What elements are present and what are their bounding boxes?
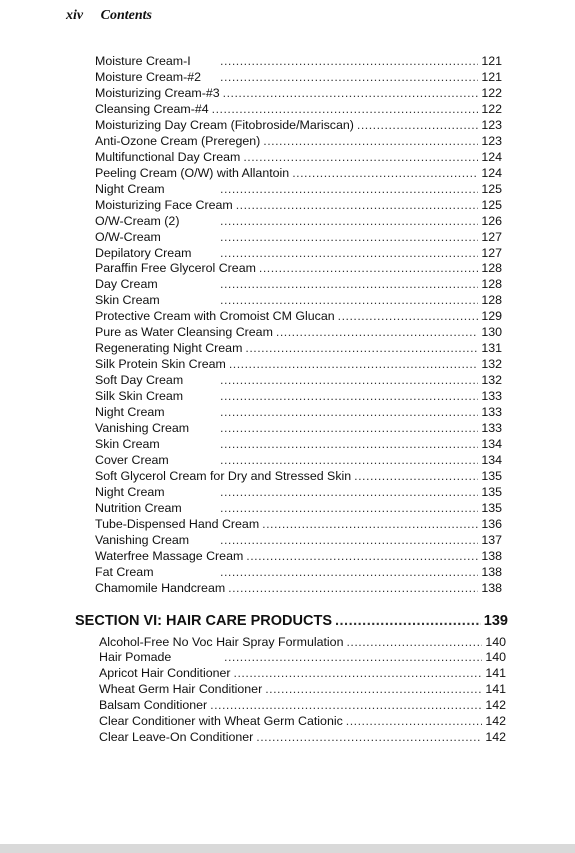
toc-entry xyxy=(95,389,502,404)
dot-leader xyxy=(220,54,478,69)
header-page-number: xiv xyxy=(66,8,84,23)
dot-leader xyxy=(234,666,483,681)
toc-entry xyxy=(99,650,506,665)
section-page-number: 139 xyxy=(483,613,508,629)
dot-leader xyxy=(229,357,478,372)
dot-leader xyxy=(224,650,482,665)
toc-entry-title: Alcohol-Free No Voc Hair Spray Formulation xyxy=(99,634,344,649)
toc-entry-title: O/W-Cream xyxy=(95,229,161,244)
toc-entry-page: 123 xyxy=(481,133,502,148)
toc-entry-title: Moisturizing Face Cream xyxy=(95,197,233,212)
header-title: Contents xyxy=(100,8,152,23)
toc-entry xyxy=(95,453,502,468)
toc-entry-title: Tube-Dispensed Hand Cream xyxy=(95,516,260,531)
toc-entry xyxy=(95,293,502,308)
toc-entry xyxy=(95,198,502,213)
toc-entry-title: Multifunctional Day Cream xyxy=(95,149,241,164)
toc-entry-page: 138 xyxy=(481,548,502,563)
dot-leader xyxy=(220,405,478,420)
toc-entry-title: Vanishing Cream xyxy=(95,532,190,547)
dot-leader xyxy=(220,70,478,85)
dot-leader xyxy=(338,309,479,324)
toc-entry xyxy=(95,373,502,388)
toc-entry-title: Wheat Germ Hair Conditioner xyxy=(99,682,263,697)
toc-entry-title: Balsam Conditioner xyxy=(99,698,208,713)
toc-entry xyxy=(95,70,502,85)
dot-leader xyxy=(220,277,478,292)
toc-entry-title: Moisturizing Cream-#3 xyxy=(95,85,220,100)
dot-leader xyxy=(220,437,478,452)
dot-leader xyxy=(265,682,482,697)
toc-entry-title: Fat Cream xyxy=(95,564,154,579)
toc-entry-title: Soft Day Cream xyxy=(95,373,184,388)
dot-leader xyxy=(346,635,482,650)
toc-entry xyxy=(95,501,502,516)
toc-entry-page: 136 xyxy=(481,516,502,531)
dot-leader xyxy=(220,246,478,261)
toc-entry-title: Cover Cream xyxy=(95,453,169,467)
toc-entry-title: Clear Conditioner with Wheat Germ Cationic xyxy=(99,714,343,729)
toc-entry xyxy=(95,102,502,117)
toc-entry-page: 142 xyxy=(485,730,506,745)
dot-leader xyxy=(220,230,478,245)
toc-entry-page: 135 xyxy=(481,500,502,515)
toc-entry xyxy=(95,533,502,548)
toc-entry xyxy=(95,246,502,261)
toc-entry-page: 129 xyxy=(481,309,502,324)
toc-entry xyxy=(95,341,502,356)
toc-entry-title: Moisturizing Day Cream (Fitobroside/Mariscan) xyxy=(95,117,354,132)
toc-entry xyxy=(95,182,502,197)
toc-entry-page: 132 xyxy=(481,373,502,388)
dot-leader xyxy=(346,714,483,729)
toc-entry xyxy=(95,230,502,245)
toc-entry xyxy=(95,150,502,165)
toc-entry-title: Night Cream xyxy=(95,484,165,499)
toc-entry-page: 125 xyxy=(481,181,502,196)
toc-entry-page: 125 xyxy=(481,197,502,212)
dot-leader xyxy=(263,134,478,149)
toc-entry-title: O/W-Cream (2) xyxy=(95,213,180,228)
toc-entry-page: 134 xyxy=(481,453,502,467)
dot-leader xyxy=(220,293,478,308)
toc-entry-page: 124 xyxy=(481,149,502,164)
toc-entry-title: Protective Cream with Cromoist CM Glucan xyxy=(95,309,335,324)
toc-entry xyxy=(95,309,502,324)
dot-leader xyxy=(212,102,479,117)
toc-entry-page: 138 xyxy=(481,580,502,595)
toc-entry xyxy=(95,405,502,420)
toc-entry-title: Moisture Cream-I xyxy=(95,54,191,68)
toc-entry xyxy=(95,86,502,101)
toc-entry-title: Waterfree Massage Cream xyxy=(95,548,244,563)
toc-entry-page: 132 xyxy=(481,357,502,372)
toc-entry-page: 122 xyxy=(481,101,502,116)
toc-entry-page: 133 xyxy=(481,421,502,436)
toc-entry-title: Peeling Cream (O/W) with Allantoin xyxy=(95,165,290,180)
toc-entry xyxy=(95,421,502,436)
toc-entry-title: Moisture Cream-#2 xyxy=(95,69,202,84)
dot-leader xyxy=(220,565,478,580)
dot-leader xyxy=(220,421,478,436)
toc-entry-title: Vanishing Cream xyxy=(95,421,190,436)
toc-entry-page: 142 xyxy=(485,714,506,729)
toc-entry xyxy=(99,682,506,697)
page-bottom-edge xyxy=(0,844,575,853)
dot-leader xyxy=(243,150,478,165)
toc-entry-title: Hair Pomade xyxy=(99,650,172,665)
toc-entry-title: Cleansing Cream-#4 xyxy=(95,101,209,116)
toc-entry xyxy=(95,54,502,69)
toc-entry-title: Chamomile Handcream xyxy=(95,580,226,595)
toc-entry-page: 140 xyxy=(485,634,506,649)
toc-entry-title: Skin Cream xyxy=(95,293,160,308)
dot-leader xyxy=(276,325,478,340)
toc-entry xyxy=(99,730,506,745)
toc-entry-title: Night Cream xyxy=(95,405,165,420)
toc-entry xyxy=(99,698,506,713)
toc-entry-page: 142 xyxy=(485,698,506,713)
toc-entry-page: 127 xyxy=(481,229,502,244)
toc-entry-title: Paraffin Free Glycerol Cream xyxy=(95,261,256,276)
toc-entry-page: 133 xyxy=(481,405,502,420)
toc-entry-page: 122 xyxy=(481,85,502,100)
dot-leader xyxy=(259,261,478,276)
dot-leader xyxy=(354,469,478,484)
toc-entry-title: Soft Glycerol Cream for Dry and Stressed Skin xyxy=(95,468,352,483)
toc-entry xyxy=(95,357,502,372)
toc-entry-title: Pure as Water Cleansing Cream xyxy=(95,325,273,340)
dot-leader xyxy=(220,485,478,500)
toc-entry xyxy=(95,277,502,292)
toc-entry-title: Night Cream xyxy=(95,181,165,196)
dot-leader xyxy=(223,86,479,101)
dot-leader xyxy=(220,501,478,516)
toc-entry xyxy=(95,166,502,181)
toc-entry-page: 137 xyxy=(481,532,502,547)
toc-entry-page: 128 xyxy=(481,293,502,308)
toc-entry xyxy=(99,714,506,729)
dot-leader xyxy=(256,730,482,745)
toc-entry-title: Nutrition Cream xyxy=(95,500,182,515)
toc-entry-page: 133 xyxy=(481,389,502,404)
dot-leader xyxy=(228,581,478,596)
toc-entry xyxy=(99,635,506,650)
toc-entry xyxy=(95,325,502,340)
toc-entry-page: 135 xyxy=(481,468,502,483)
toc-entry xyxy=(95,517,502,532)
toc-entry xyxy=(95,134,502,149)
section-title: SECTION VI: HAIR CARE PRODUCTS xyxy=(75,613,332,629)
toc-entry-page: 124 xyxy=(481,165,502,180)
toc-entry-title: Silk Skin Cream xyxy=(95,389,184,404)
toc-entry-page: 121 xyxy=(481,54,502,68)
dot-leader xyxy=(262,517,478,532)
dot-leader xyxy=(236,198,479,213)
toc-entry xyxy=(95,581,502,596)
dot-leader xyxy=(292,166,478,181)
toc-entry-title: Apricot Hair Conditioner xyxy=(99,666,231,681)
toc-entry xyxy=(95,118,502,133)
toc-entry xyxy=(95,549,502,564)
dot-leader xyxy=(220,182,478,197)
toc-entry-title: Depilatory Cream xyxy=(95,245,192,260)
toc-entry-page: 127 xyxy=(481,245,502,260)
toc-entry xyxy=(95,261,502,276)
dot-leader xyxy=(245,341,478,356)
toc-entry xyxy=(95,485,502,500)
toc-entry-page: 128 xyxy=(481,261,502,276)
dot-leader xyxy=(335,612,481,630)
toc-entry-page: 141 xyxy=(485,666,506,681)
toc-entry-page: 126 xyxy=(481,213,502,228)
toc-entry-page: 141 xyxy=(485,682,506,697)
toc-entry xyxy=(95,437,502,452)
toc-entry xyxy=(95,469,502,484)
toc-entry-page: 128 xyxy=(481,277,502,292)
toc-entry-page: 140 xyxy=(485,650,506,665)
toc-entry-page: 131 xyxy=(481,341,502,356)
toc-entry-title: Day Cream xyxy=(95,277,158,292)
toc-entry-title: Regenerating Night Cream xyxy=(95,341,243,356)
toc-entry xyxy=(95,214,502,229)
dot-leader xyxy=(210,698,482,713)
section-heading xyxy=(75,612,508,630)
dot-leader xyxy=(220,214,478,229)
dot-leader xyxy=(220,389,478,404)
toc-entry-page: 123 xyxy=(481,117,502,132)
toc-entry-page: 135 xyxy=(481,484,502,499)
dot-leader xyxy=(220,533,478,548)
toc-entry-page: 134 xyxy=(481,437,502,452)
toc-entry-title: Clear Leave-On Conditioner xyxy=(99,730,254,745)
toc-entry xyxy=(99,666,506,681)
dot-leader xyxy=(357,118,478,133)
toc-entry-page: 121 xyxy=(481,69,502,84)
dot-leader xyxy=(220,373,478,388)
toc-entry-title: Anti-Ozone Cream (Preregen) xyxy=(95,133,261,148)
toc-entry-title: Skin Cream xyxy=(95,437,160,452)
running-header xyxy=(66,8,152,24)
toc-entry xyxy=(95,565,502,580)
toc-entry-page: 130 xyxy=(481,325,502,340)
toc-entry-page: 138 xyxy=(481,564,502,579)
dot-leader xyxy=(220,453,478,468)
dot-leader xyxy=(246,549,478,564)
toc-entry-title: Silk Protein Skin Cream xyxy=(95,357,226,372)
